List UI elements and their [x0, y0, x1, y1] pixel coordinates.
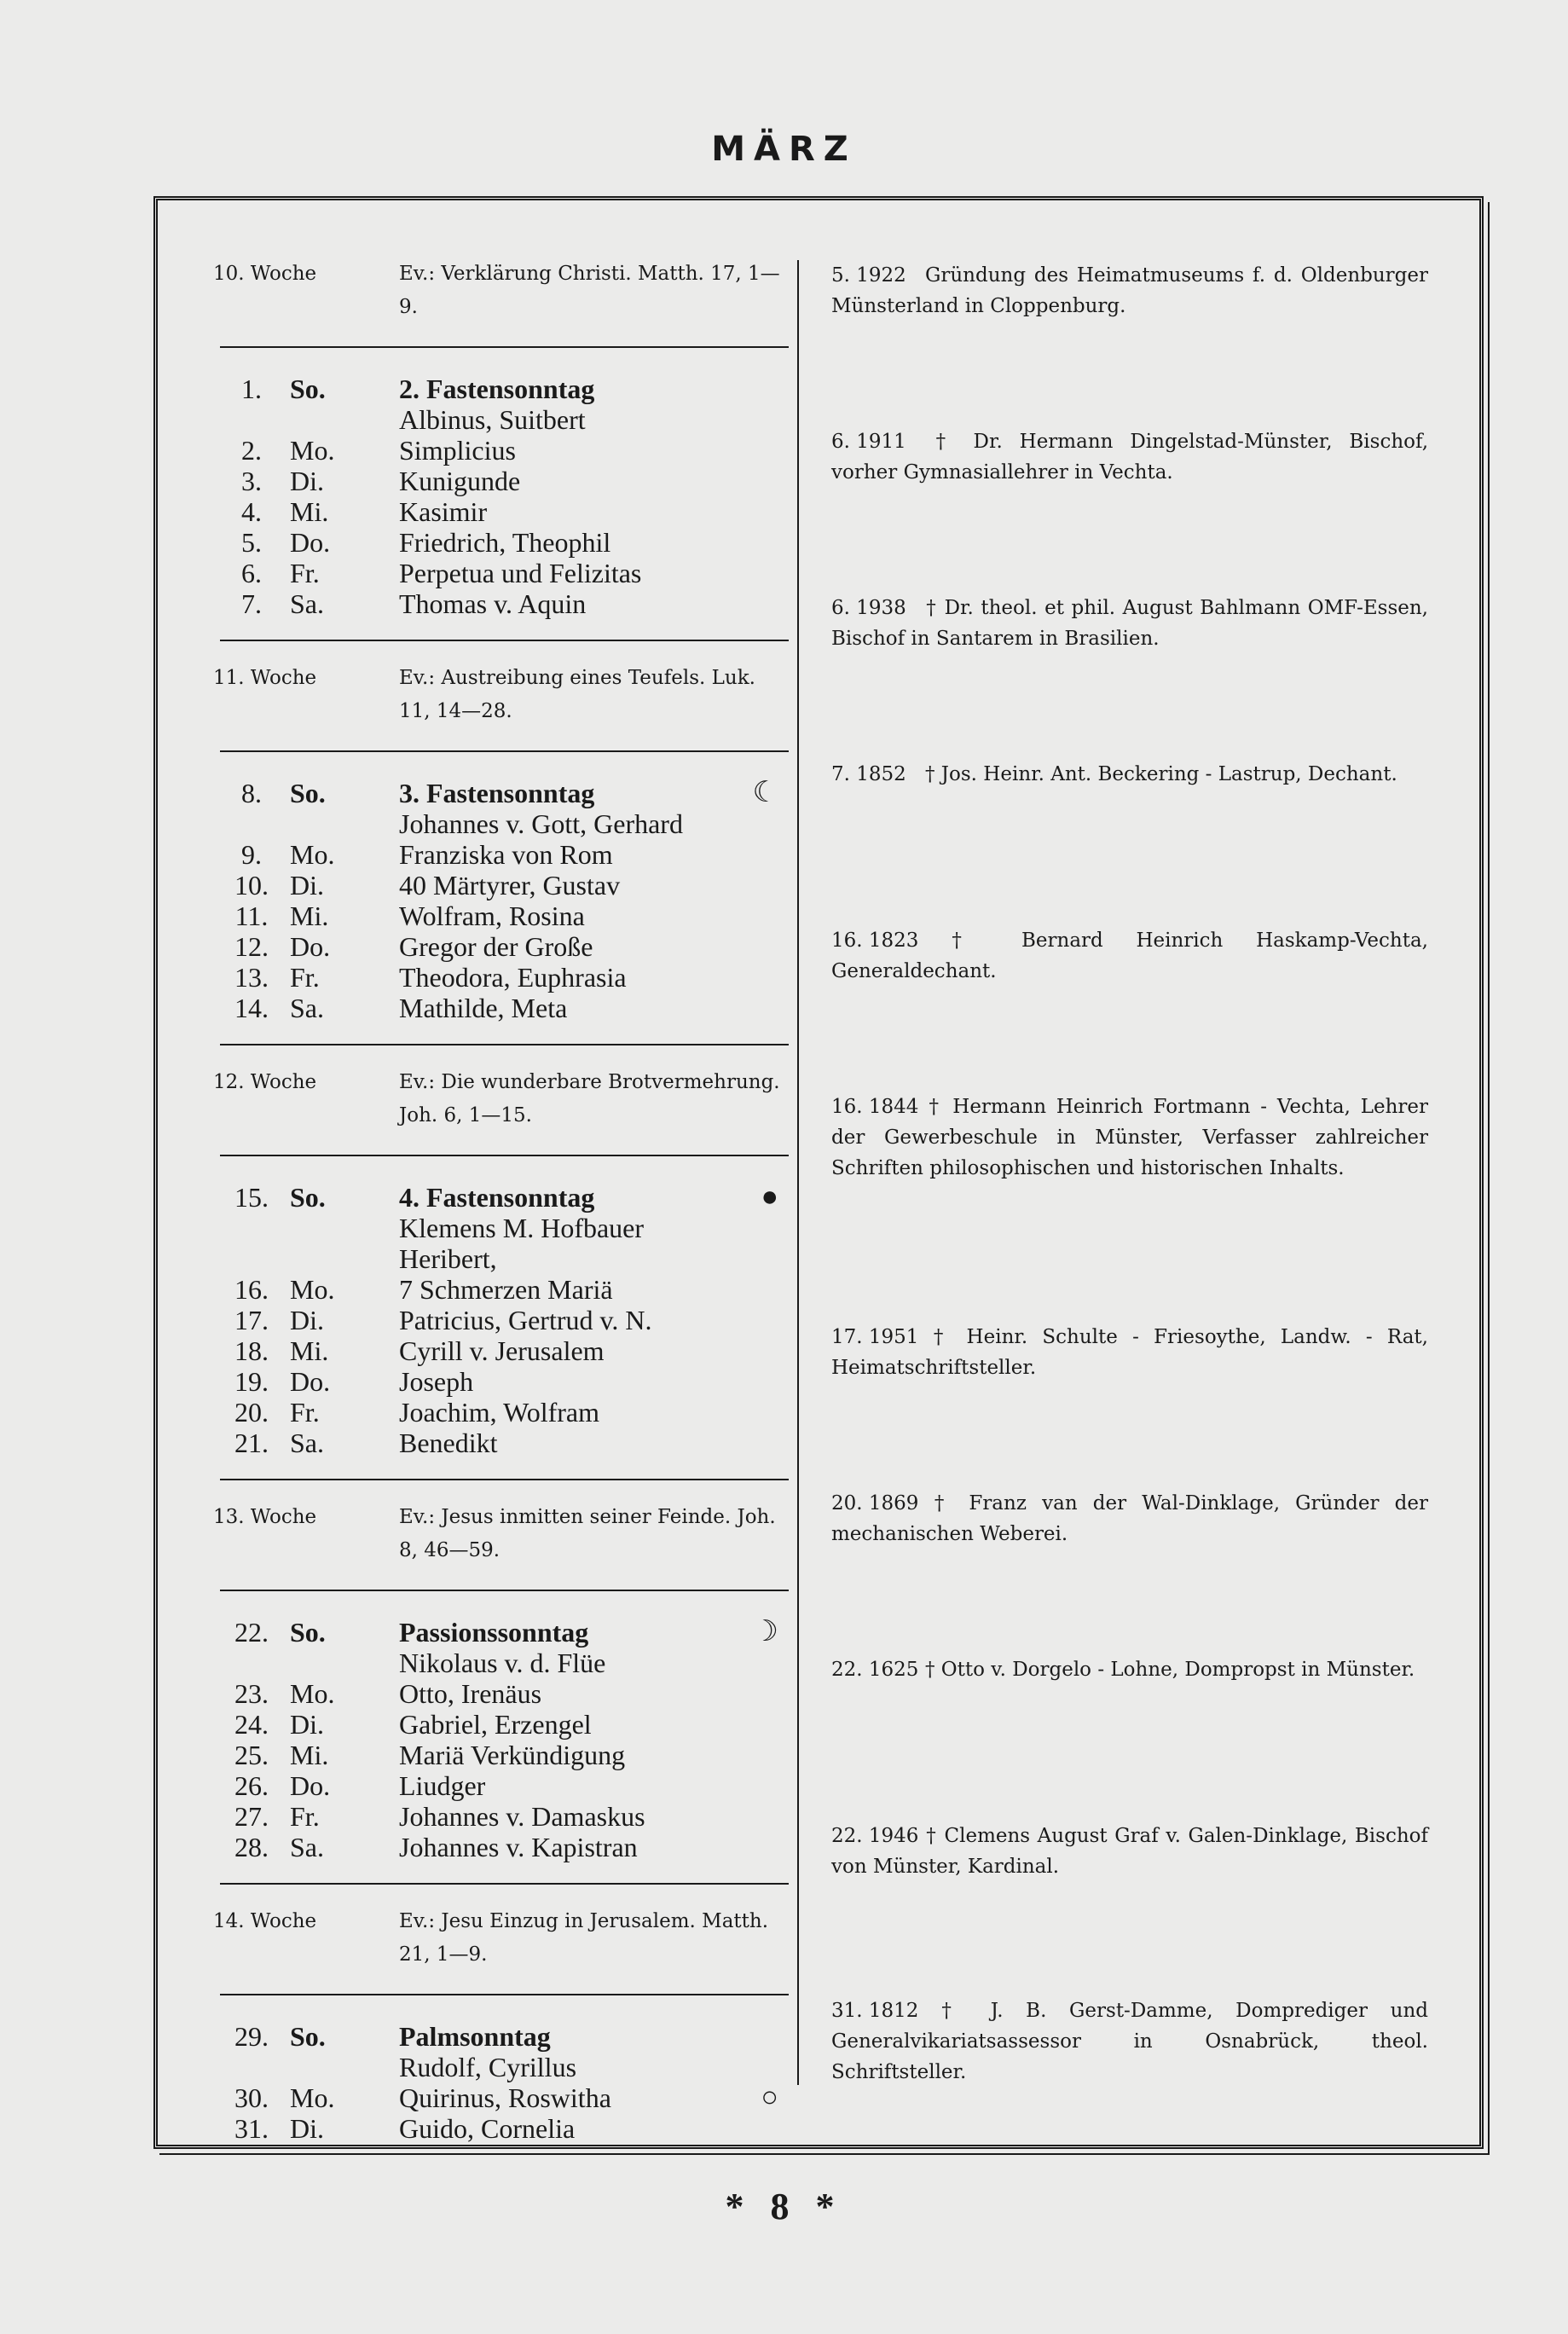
saint-names: Benedikt [399, 1428, 498, 1458]
separator-line [220, 750, 789, 752]
weekday: Do. [290, 1770, 331, 1801]
saint-names: Joseph [399, 1366, 474, 1397]
saint-names: Nikolaus v. d. Flüe [399, 1648, 606, 1678]
weekday: Di. [290, 1305, 324, 1335]
gospel-reading: Ev.: Die wunderbare Brotvermehrung. Joh. 6, 1—15. [399, 1071, 780, 1126]
day-number: 20. [234, 1397, 269, 1428]
day-row [213, 1740, 789, 1770]
day-row [213, 2052, 789, 2082]
day-number: 23. [234, 1678, 269, 1709]
weekday: Mo. [290, 2082, 335, 2113]
day-row [213, 588, 789, 619]
day-list [213, 1617, 789, 1862]
day-number: 1. [241, 374, 262, 404]
gospel-reading: Ev.: Jesu Einzug in Jerusalem. Matth. 21, 1—9. [399, 1910, 769, 1966]
weekday: So. [290, 1617, 326, 1648]
day-number: 19. [234, 1366, 269, 1397]
weekday: Mi. [290, 1740, 329, 1770]
day-row [213, 1832, 789, 1862]
event-entry [831, 1092, 1428, 1184]
day-number: 2. [241, 435, 262, 466]
event-text: † Bernard Heinrich Haskamp-Vechta, Generaldechant. [831, 930, 1428, 982]
day-list [213, 2021, 789, 2144]
day-number: 21. [234, 1428, 269, 1458]
day-row [213, 901, 789, 931]
weekday: So. [290, 2021, 326, 2052]
weekday: Mo. [290, 435, 335, 466]
day-row [213, 1274, 789, 1305]
event-text: † Jos. Heinr. Ant. Beckering - Lastrup, Dechant. [925, 763, 1397, 785]
week-header [213, 256, 789, 339]
event-date: 31. 1812 [831, 2000, 919, 2022]
day-number: 16. [234, 1274, 269, 1305]
gospel-reading: Ev.: Jesus inmitten seiner Feinde. Joh. 8, 46—59. [399, 1506, 776, 1561]
day-row [213, 962, 789, 993]
day-row [213, 870, 789, 901]
day-row [213, 2082, 789, 2113]
weekday: Di. [290, 870, 324, 901]
day-row [213, 808, 789, 839]
day-row [213, 1305, 789, 1335]
day-row [213, 839, 789, 870]
saint-names: Joachim, Wolfram [399, 1397, 599, 1428]
day-number: 18. [234, 1335, 269, 1366]
day-row [213, 1243, 789, 1274]
event-entry [831, 260, 1428, 321]
weekday: Sa. [290, 1832, 324, 1862]
day-number: 29. [234, 2021, 269, 2052]
gospel-reading: Ev.: Verklärung Christi. Matth. 17, 1—9. [399, 263, 780, 318]
day-row [213, 2021, 789, 2052]
event-entry [831, 426, 1428, 488]
page-number: * 8 * [725, 2186, 843, 2227]
saint-names: Mariä Verkündigung [399, 1740, 626, 1770]
day-row [213, 1801, 789, 1832]
day-number: 6. [241, 558, 262, 588]
weekday: Mo. [290, 1274, 335, 1305]
separator-line [220, 1044, 789, 1045]
weekday: Di. [290, 1709, 324, 1740]
event-entry [831, 1488, 1428, 1549]
weekday: Di. [290, 466, 324, 496]
saint-names: 7 Schmerzen Mariä [399, 1274, 613, 1305]
saint-names: Theodora, Euphrasia [399, 962, 627, 993]
event-entry [831, 1821, 1428, 1882]
moon-phase-icon: ☽ [752, 1616, 778, 1648]
saint-names: Quirinus, Roswitha [399, 2082, 611, 2113]
weekday: Sa. [290, 1428, 324, 1458]
saint-names: Friedrich, Theophil [399, 527, 611, 558]
event-date: 20. 1869 [831, 1492, 919, 1514]
day-row [213, 374, 789, 404]
saint-names: Franziska von Rom [399, 839, 613, 870]
saint-names: Klemens M. Hofbauer [399, 1213, 645, 1243]
calendar-column [213, 256, 789, 2144]
day-number: 4. [241, 496, 262, 527]
saint-names: 3. Fastensonntag [399, 778, 595, 808]
separator-line [220, 1883, 789, 1885]
day-number: 26. [234, 1770, 269, 1801]
week-header [213, 1499, 789, 1583]
event-date: 17. 1951 [831, 1326, 919, 1348]
week-label: 11. Woche [213, 667, 317, 689]
weekday: Sa. [290, 588, 324, 619]
day-row [213, 931, 789, 962]
saint-names: Albinus, Suitbert [399, 404, 586, 435]
saint-names: Patricius, Gertrud v. N. [399, 1305, 652, 1335]
weekday: Fr. [290, 962, 320, 993]
day-number: 30. [234, 2082, 269, 2113]
day-number: 15. [234, 1182, 269, 1213]
day-number: 25. [234, 1740, 269, 1770]
day-row [213, 527, 789, 558]
day-number: 9. [241, 839, 262, 870]
day-number: 27. [234, 1801, 269, 1832]
saint-names: Gabriel, Erzengel [399, 1709, 592, 1740]
day-row [213, 1648, 789, 1678]
event-text: † Franz van der Wal-Dinklage, Gründer der mechanischen Weberei. [831, 1492, 1428, 1545]
day-list [213, 778, 789, 1023]
event-date: 16. 1823 [831, 930, 919, 952]
day-row [213, 1617, 789, 1648]
weekday: Do. [290, 931, 331, 962]
event-date: 22. 1946 [831, 1825, 919, 1847]
day-row [213, 1678, 789, 1709]
day-number: 11. [234, 901, 269, 931]
weekday: Mi. [290, 1335, 329, 1366]
separator-line [220, 346, 789, 348]
column-divider [797, 260, 799, 2085]
event-date: 5. 1922 [831, 264, 906, 287]
day-number: 14. [234, 993, 269, 1023]
day-number: 22. [234, 1617, 269, 1648]
event-entry [831, 1654, 1428, 1685]
event-date: 6. 1938 [831, 597, 906, 619]
day-number: 28. [234, 1832, 269, 1862]
week-label: 12. Woche [213, 1071, 317, 1093]
saint-names: Johannes v. Kapistran [399, 1832, 638, 1862]
day-number: 12. [234, 931, 269, 962]
event-text: † Hermann Heinrich Fortmann - Vechta, Lehrer der Gewerbeschule in Münster, Verfasser zahlreicher Schriften philosophischen und historischen Inhalts. [831, 1096, 1428, 1179]
saint-names: Kasimir [399, 496, 488, 527]
separator-line [220, 1590, 789, 1591]
week-label: 14. Woche [213, 1910, 317, 1932]
day-list [213, 374, 789, 619]
event-text: † Clemens August Graf v. Galen-Dinklage, Bischof von Münster, Kardinal. [831, 1825, 1428, 1878]
saint-names: Wolfram, Rosina [399, 901, 585, 931]
saint-names: 2. Fastensonntag [399, 374, 595, 404]
saint-names: Johannes v. Damaskus [399, 1801, 645, 1832]
week-header [213, 1064, 789, 1148]
day-row [213, 1182, 789, 1213]
weekday: Mo. [290, 1678, 335, 1709]
page-title: MÄRZ [711, 130, 857, 169]
saint-names: Mathilde, Meta [399, 993, 568, 1023]
weekday: Sa. [290, 993, 324, 1023]
saint-names: Cyrill v. Jerusalem [399, 1335, 605, 1366]
saint-names: Kunigunde [399, 466, 521, 496]
separator-line [220, 1155, 789, 1156]
weekday: Mi. [290, 496, 329, 527]
weekday: Do. [290, 1366, 331, 1397]
day-row [213, 1213, 789, 1243]
event-text: † Dr. Hermann Dingelstad-Münster, Bischof, vorher Gymnasiallehrer in Vechta. [831, 431, 1428, 484]
saint-names: Palmsonntag [399, 2021, 551, 2052]
day-number: 5. [241, 527, 262, 558]
event-entry [831, 1322, 1428, 1383]
day-row [213, 404, 789, 435]
day-row [213, 466, 789, 496]
saint-names: Liudger [399, 1770, 486, 1801]
day-row [213, 1709, 789, 1740]
week-label: 10. Woche [213, 263, 317, 285]
day-row [213, 1397, 789, 1428]
gospel-reading: Ev.: Austreibung eines Teufels. Luk. 11, 14—28. [399, 667, 755, 722]
weekday: Fr. [290, 558, 320, 588]
saint-names: Guido, Cornelia [399, 2113, 576, 2144]
event-text: † Otto v. Dorgelo - Lohne, Dompropst in Münster. [925, 1659, 1415, 1681]
weekday: Fr. [290, 1397, 320, 1428]
moon-phase-icon: ● [761, 1181, 778, 1213]
day-row [213, 435, 789, 466]
saint-names: Passionssonntag [399, 1617, 589, 1648]
day-number: 31. [234, 2113, 269, 2144]
day-row [213, 1428, 789, 1458]
day-number: 10. [234, 870, 269, 901]
saint-names: Rudolf, Cyrillus [399, 2052, 577, 2082]
day-row [213, 1335, 789, 1366]
moon-phase-icon: ○ [761, 2082, 778, 2113]
separator-line [220, 1994, 789, 1995]
event-date: 22. 1625 [831, 1659, 919, 1681]
weekday: So. [290, 374, 326, 404]
saint-names: Gregor der Große [399, 931, 593, 962]
day-row [213, 2113, 789, 2144]
week-label: 13. Woche [213, 1506, 317, 1528]
saint-names: Simplicius [399, 435, 516, 466]
week-header [213, 660, 789, 744]
event-entry [831, 925, 1428, 987]
saint-names: Thomas v. Aquin [399, 588, 587, 619]
day-number: 17. [234, 1305, 269, 1335]
day-number: 8. [241, 778, 262, 808]
day-row [213, 558, 789, 588]
weekday: Fr. [290, 1801, 320, 1832]
day-row [213, 993, 789, 1023]
event-text: † J. B. Gerst-Damme, Domprediger und Generalvikariatsassessor in Osnabrück, theol. Schriftsteller. [831, 2000, 1428, 2083]
event-date: 7. 1852 [831, 763, 906, 785]
weekday: So. [290, 1182, 326, 1213]
weekday: So. [290, 778, 326, 808]
saint-names: 40 Märtyrer, Gustav [399, 870, 621, 901]
separator-line [220, 640, 789, 641]
day-row [213, 1366, 789, 1397]
saint-names: 4. Fastensonntag [399, 1182, 595, 1213]
day-list [213, 1182, 789, 1458]
weekday: Di. [290, 2113, 324, 2144]
saint-names: Heribert, [399, 1243, 497, 1274]
moon-phase-icon: ☾ [752, 777, 778, 808]
weekday: Mo. [290, 839, 335, 870]
day-number: 13. [234, 962, 269, 993]
weekday: Do. [290, 527, 331, 558]
day-row [213, 496, 789, 527]
event-date: 16. 1844 [831, 1096, 919, 1118]
day-number: 7. [241, 588, 262, 619]
event-date: 6. 1911 [831, 431, 906, 453]
day-row [213, 778, 789, 808]
saint-names: Perpetua und Felizitas [399, 558, 642, 588]
saint-names: Johannes v. Gott, Gerhard [399, 808, 683, 839]
separator-line [220, 1479, 789, 1480]
day-number: 24. [234, 1709, 269, 1740]
event-entry [831, 759, 1428, 790]
event-text: † Heinr. Schulte - Friesoythe, Landw. - Rat, Heimatschriftsteller. [831, 1326, 1428, 1379]
event-entry [831, 1995, 1428, 2088]
day-row [213, 1770, 789, 1801]
event-entry [831, 593, 1428, 654]
event-text: Gründung des Heimatmuseums f. d. Oldenburger Münsterland in Cloppenburg. [831, 264, 1428, 317]
saint-names: Otto, Irenäus [399, 1678, 542, 1709]
event-text: † Dr. theol. et phil. August Bahlmann OMF-Essen, Bischof in Santarem in Brasilien. [831, 597, 1428, 650]
weekday: Mi. [290, 901, 329, 931]
week-header [213, 1903, 789, 1987]
day-number: 3. [241, 466, 262, 496]
